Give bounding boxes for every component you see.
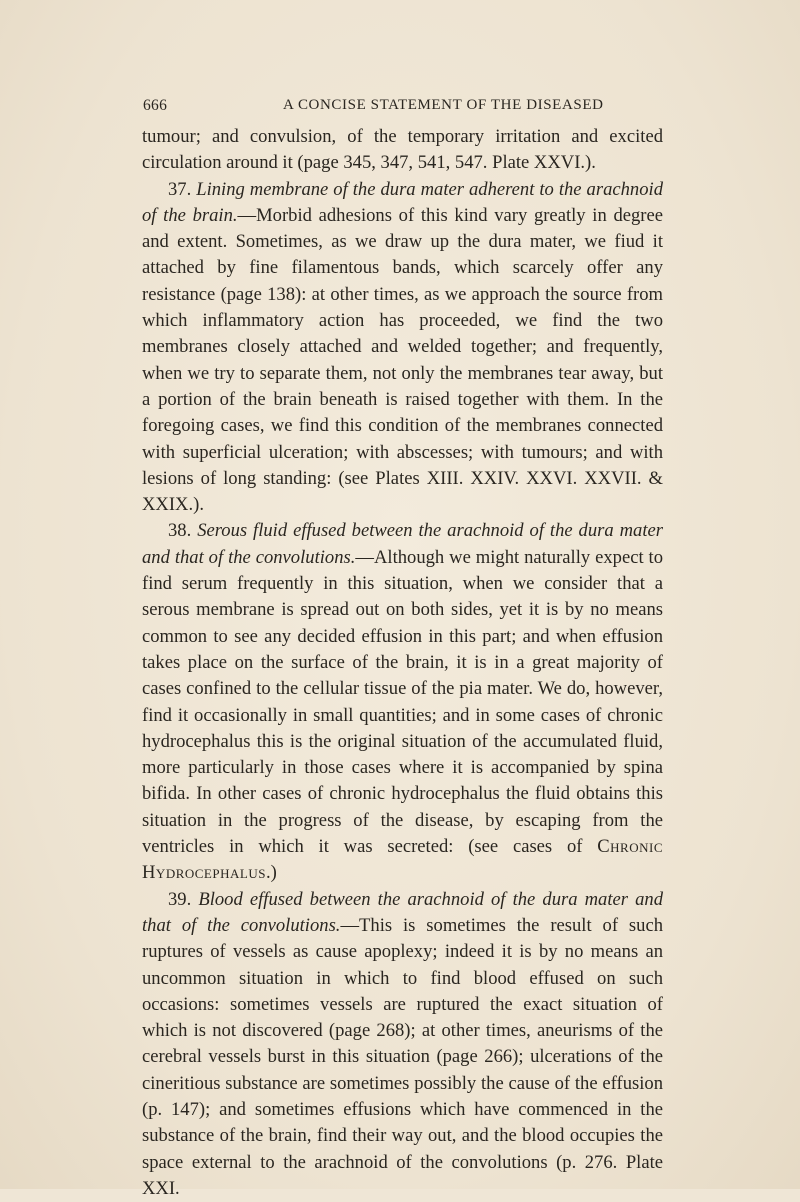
paragraph-37 bbox=[142, 177, 663, 519]
section-number: 39. bbox=[168, 888, 192, 910]
page-header bbox=[143, 97, 663, 121]
paragraph-38 bbox=[142, 518, 663, 886]
section-number: 37. bbox=[168, 178, 192, 200]
paragraph-text: tumour; and convulsion, of the temporary irritation and excited circulation around it (page 345, 347, 541, 547. Plate XXVI.). bbox=[142, 126, 663, 174]
running-head: A CONCISE STATEMENT OF THE DISEASED bbox=[283, 97, 604, 113]
paragraph-continuation bbox=[142, 124, 663, 177]
section-number: 38. bbox=[168, 520, 192, 542]
paragraph-text: —This is sometimes the result of such ruptures of vessels as cause apoplexy; indeed it is by no means an uncommon situation in which to find blood effused on such occasions: sometimes vessels are ruptured the exact situation of which is not discovered (page 268); at other times, aneurisms of the cerebral vessels burst in this situation (page 266); ulcerations of the cineritious substance are sometimes possibly the cause of the effusion (p. 147); and sometimes effusions which have commenced in the substance of the brain, find their way out, and the blood occupies the space external to the arachnoid of the convolutions (p. 276. Plate XXI. bbox=[142, 914, 663, 1199]
paragraph-tail: .) bbox=[265, 862, 277, 884]
paragraph-text: —Although we might naturally expect to find serum frequently in this situation, when we consider that a serous membrane is spread out on both sides, yet it is by no means common to see any decided effusion in this part; and when effusion takes place on the surface of the brain, it is in a great majority of cases confined to the cellular tissue of the pia mater. We do, however, find it occasionally in small quantities; and in some cases of chronic hydrocephalus this is the original situation of the accumulated fluid, more particularly in those cases where it is accompanied by spina bifida. In other cases of chronic hydrocephalus the fluid obtains this situation in the progress of the disease, by escaping from the ventricles in which it was secreted: (see cases of bbox=[142, 546, 664, 858]
page-number: 666 bbox=[143, 97, 168, 114]
small-caps-reference: Chronic Hydrocephalus bbox=[142, 836, 663, 884]
body-text bbox=[142, 124, 663, 1202]
section-heading: Lining membrane of the dura mater adherent to the arachnoid of the brain. bbox=[142, 178, 663, 226]
paragraph-text: —Morbid adhesions of this kind vary greatly in degree and extent. Sometimes, as we draw up the dura mater, we fiud it attached by fine filamentous bands, which scarcely offer any resistance (page 138): at other times, as we approach the source from which inflammatory action has proceeded, we find the two membranes closely attached and welded together; and frequently, when we try to separate them, not only the membranes tear away, but a portion of the brain beneath is raised together with them. In the foregoing cases, we find this condition of the membranes connected with superficial ulceration; with abscesses; with tumours; and with lesions of long standing: (see Plates XIII. XXIV. XXVI. XXVII. & XXIX.). bbox=[142, 204, 663, 516]
section-heading: Blood effused between the arachnoid of the dura mater and that of the convolutions. bbox=[142, 888, 663, 936]
section-heading: Serous fluid effused between the arachnoid of the dura mater and that of the convolutions. bbox=[142, 520, 663, 568]
paragraph-39 bbox=[142, 887, 663, 1202]
